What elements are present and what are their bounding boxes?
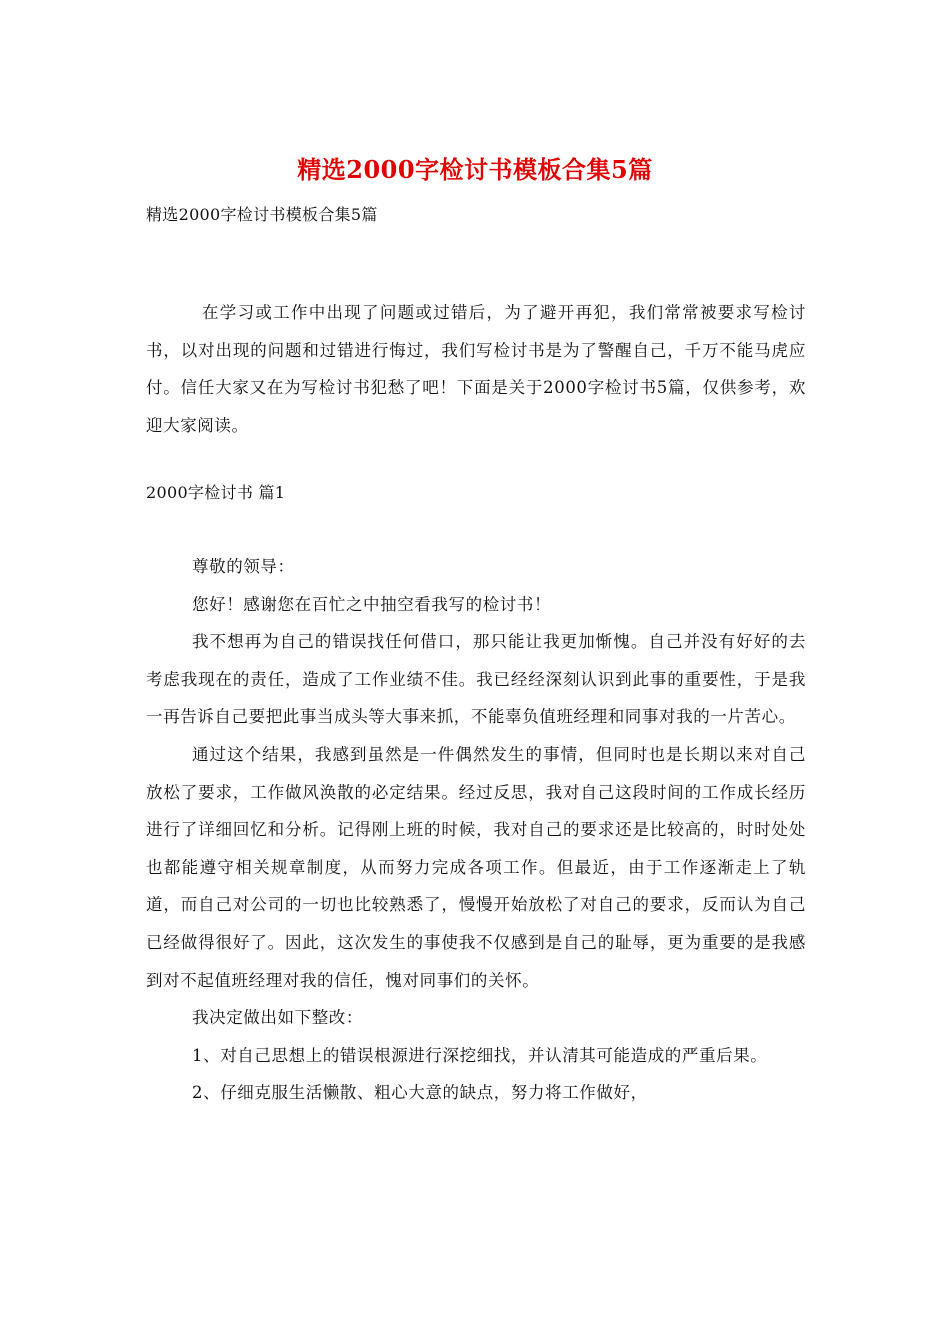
document-subtitle: 精选2000字检讨书模板合集5篇 bbox=[146, 205, 378, 224]
list-item: 1、对自己思想上的错误根源进行深挖细找，并认清其可能造成的严重后果。 bbox=[192, 1045, 768, 1065]
section-heading: 2000字检讨书 篇1 bbox=[146, 483, 286, 502]
body-paragraph: 我决定做出如下整改： bbox=[192, 1008, 363, 1028]
list-item: 2、仔细克服生活懒散、粗心大意的缺点，努力将工作做好， bbox=[192, 1083, 648, 1103]
body-paragraph: 我不想再为自己的错误找任何借口，那只能让我更加惭愧。自己并没有好好的去考虑我现在的责任，造成了工作业绩不佳。我已经经深刻认识到此事的重要性，于是我一再告诉自己要把此事当成头等大事来抓，不能辜负值班经理和同事对我的一片苦心。 bbox=[146, 632, 806, 727]
salutation: 尊敬的领导： bbox=[192, 557, 295, 576]
intro-paragraph: 在学习或工作中出现了问题或过错后，为了避开再犯，我们常常被要求写检讨书，以对出现的问题和过错进行悔过，我们写检讨书是为了警醒自己，千万不能马虎应付。信任大家又在为写检讨书犯愁了吧！下面是关于2000字检讨书5篇，仅供参考，欢迎大家阅读。 bbox=[146, 303, 806, 435]
body-paragraph: 通过这个结果，我感到虽然是一件偶然发生的事情，但同时也是长期以来对自己放松了要求，工作做风涣散的必定结果。经过反思，我对自己这段时间的工作成长经历进行了详细回忆和分析。记得刚上班的时候，我对自己的要求还是比较高的，时时处处也都能遵守相关规章制度，从而努力完成各项工作。但最近，由于工作逐渐走上了轨道，而自己对公司的一切也比较熟悉了，慢慢开始放松了对自己的要求，反而认为自己已经做得很好了。因此，这次发生的事使我不仅感到是自己的耻辱，更为重要的是我感到对不起值班经理对我的信任，愧对同事们的关怀。 bbox=[146, 744, 806, 990]
letter-body bbox=[146, 548, 806, 1112]
document-title: 精选2000字检讨书模板合集5篇 bbox=[297, 155, 653, 184]
greeting-paragraph: 您好！感谢您在百忙之中抽空看我写的检讨书！ bbox=[192, 594, 552, 614]
